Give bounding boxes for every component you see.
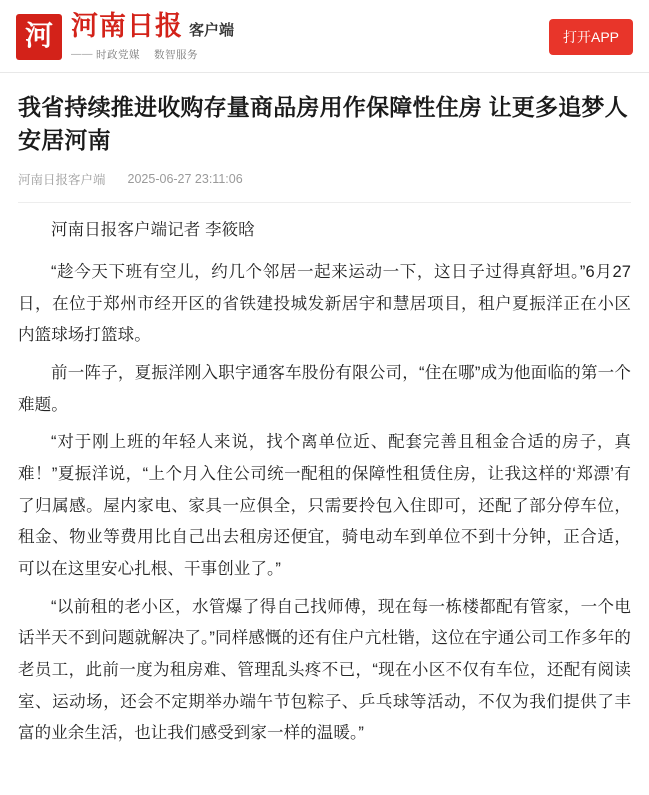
article-paragraph: “以前租的老小区，水管爆了得自己找师傅，现在每一栋楼都配有管家，一个电话半天不到问题就解决了。”同样感慨的还有住户亢杜锴，这位在宇通公司工作多年的老员工，此前一度为租房难、管理乱头疼不已，“现在小区不仅有车位，还配有阅读室、运动场，还会不定期举办端午节包粽子、乒乓球等活动，不仅为我们提供了丰富的业余生活，也让我们感受到家一样的温暖。”	[18, 597, 631, 743]
meta-divider	[18, 202, 631, 203]
brand-title: 河南日报	[71, 10, 183, 41]
article-meta	[18, 170, 631, 188]
brand-title-row	[71, 10, 235, 41]
brand-text	[71, 10, 235, 61]
article-byline: 河南日报客户端记者 李筱晗	[51, 221, 255, 240]
brand-logo[interactable]	[16, 10, 235, 61]
article-paragraph: “对于刚上班的年轻人来说，找个离单位近、配套完善且租金合适的房子，真难！”夏振洋说，“上个月入住公司统一配租的保障性租赁住房，让我这样的‘郑漂’有了归属感。屋内家电、家具一应俱全，只需要拎包入住即可，还配了部分停车位，租金、物业等费用比自己出去租房还便宜，骑电动车到单位不到十分钟，正合适，可以在这里安心扎根、干事创业了。”	[18, 433, 631, 579]
tagline-dash: ——	[71, 48, 93, 60]
brand-tagline	[71, 47, 234, 62]
tagline-right: 数智服务	[154, 48, 198, 61]
article-paragraph: “趁今天下班有空儿，约几个邻居一起来运动一下，这日子过得真舒坦。”6月27日，在位于郑州市经开区的省铁建投城发新居宇和慧居项目，租户夏振洋正在小区内篮球场打篮球。	[18, 262, 631, 345]
article-body	[0, 73, 649, 776]
article-source: 河南日报客户端	[18, 173, 106, 188]
article-content	[18, 215, 631, 750]
article-paragraph: 前一阵子，夏振洋刚入职宇通客车股份有限公司，“住在哪”成为他面临的第一个难题。	[18, 364, 631, 414]
tagline-left: 时政党媒	[96, 48, 140, 61]
brand-suffix: 客户端	[189, 21, 235, 39]
article-timestamp: 2025-06-27 23:11:06	[127, 172, 243, 187]
henan-logo-icon: 河	[16, 14, 62, 60]
open-app-button[interactable]: 打开APP	[549, 19, 633, 55]
page-title: 我省持续推进收购存量商品房用作保障性住房 让更多追梦人安居河南	[18, 94, 628, 153]
site-header	[0, 0, 649, 73]
